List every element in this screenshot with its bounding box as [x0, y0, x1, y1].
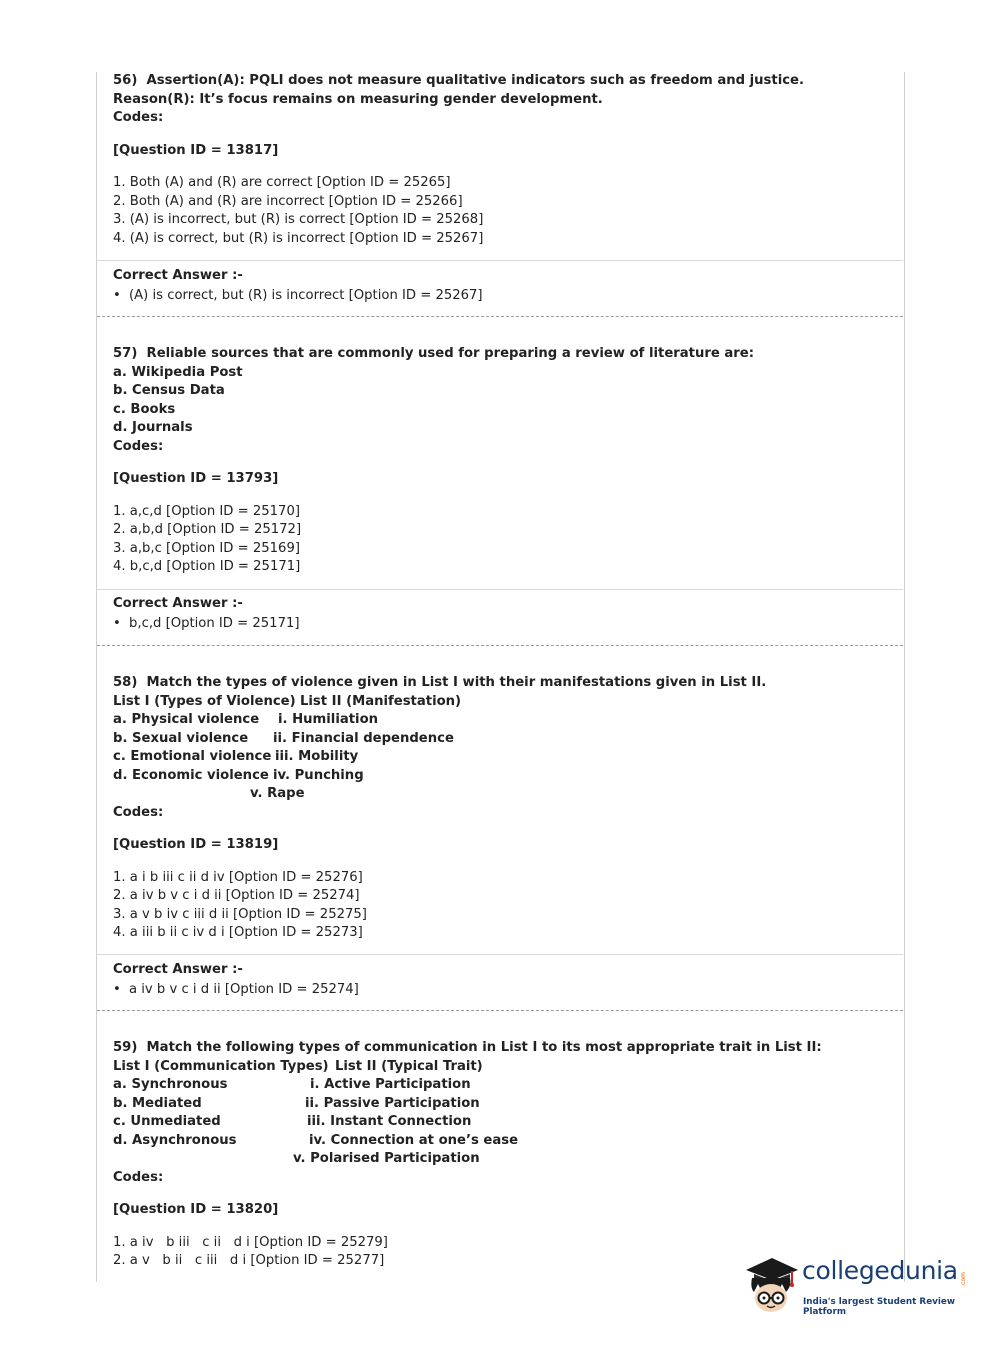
- q56-correct-answer: [113, 266, 893, 306]
- q57-item-c: c. Books: [113, 401, 176, 417]
- q57-correct-answer: [113, 594, 893, 634]
- question-57: [113, 345, 893, 577]
- q58-line1: 58) Match the types of violence given in List I with their manifestations given in List II.: [113, 675, 767, 690]
- q59-list2-iv: iv. Connection at one’s ease: [309, 1132, 519, 1148]
- q57-correct-title: Correct Answer :-: [113, 596, 243, 611]
- question-56: [113, 72, 893, 248]
- q57-option-4: 4. b,c,d [Option ID = 25171]: [113, 559, 301, 574]
- q59-list2-i: i. Active Participation: [310, 1077, 471, 1092]
- q57-item-d: d. Journals: [113, 420, 193, 435]
- logo-suffix: .com: [960, 1272, 967, 1287]
- q58-list1-b: b. Sexual violence: [113, 730, 249, 746]
- q58-answer-separator: [97, 954, 903, 955]
- q58-list2-ii: ii. Financial dependence: [273, 730, 454, 746]
- q59-list1-b: b. Mediated: [113, 1095, 202, 1111]
- logo-name: collegedunia: [802, 1256, 958, 1285]
- q57-option-3: 3. a,b,c [Option ID = 25169]: [113, 540, 300, 556]
- q57-correct-text: b,c,d [Option ID = 25171]: [129, 616, 300, 631]
- q59-question-id: [Question ID = 13820]: [113, 1202, 279, 1217]
- q58-divider: [97, 1010, 903, 1011]
- q58-list1-d: d. Economic violence: [113, 767, 269, 783]
- q59-list1-d: d. Asynchronous: [113, 1132, 237, 1148]
- q58-option-4: 4. a iii b ii c iv d i [Option ID = 25273]: [113, 925, 363, 940]
- bullet-icon: •: [113, 982, 121, 997]
- q59-list1-a: a. Synchronous: [113, 1077, 228, 1092]
- q57-correct-item: [113, 614, 893, 634]
- q59-list2-v: v. Polarised Participation: [293, 1151, 480, 1166]
- q58-codes: Codes:: [113, 804, 164, 820]
- q58-correct-answer: [113, 960, 893, 1000]
- q58-list2-head: List II (Manifestation): [300, 693, 462, 709]
- q57-question-id: [Question ID = 13793]: [113, 471, 279, 486]
- q56-correct-title: Correct Answer :-: [113, 268, 243, 283]
- q56-correct-item: [113, 286, 893, 306]
- bullet-icon: •: [113, 288, 121, 303]
- q59-list2-head: List II (Typical Trait): [335, 1058, 483, 1074]
- q56-codes: Codes:: [113, 110, 164, 125]
- q59-list1-c: c. Unmediated: [113, 1114, 221, 1129]
- q58-list1-head: List I (Types of Violence): [113, 693, 296, 709]
- q56-option-2: 2. Both (A) and (R) are incorrect [Option ID = 25266]: [113, 193, 463, 209]
- q57-line1: 57) Reliable sources that are commonly used for preparing a review of literature are:: [113, 346, 755, 361]
- q56-question-id: [Question ID = 13817]: [113, 142, 279, 158]
- q59-codes: Codes:: [113, 1169, 164, 1185]
- q57-option-2: 2. a,b,d [Option ID = 25172]: [113, 522, 302, 537]
- q58-option-1: 1. a i b iii c ii d iv [Option ID = 25276]: [113, 869, 363, 885]
- q58-correct-text: a iv b v c i d ii [Option ID = 25274]: [129, 982, 359, 997]
- q56-option-3: 3. (A) is incorrect, but (R) is correct [Option ID = 25268]: [113, 212, 484, 227]
- q59-option-1: 1. a iv b iii c ii d i [Option ID = 25279]: [113, 1234, 388, 1250]
- q57-item-b: b. Census Data: [113, 383, 225, 398]
- q58-list2-iii: iii. Mobility: [275, 749, 359, 764]
- question-59: [113, 1039, 893, 1271]
- bullet-icon: •: [113, 616, 121, 631]
- q58-option-2: 2. a iv b v c i d ii [Option ID = 25274]: [113, 888, 360, 903]
- q56-answer-separator: [97, 260, 903, 261]
- q58-question-id: [Question ID = 13819]: [113, 837, 279, 852]
- q58-correct-item: [113, 980, 893, 1000]
- q57-answer-separator: [97, 589, 903, 590]
- q59-list2-iii: iii. Instant Connection: [307, 1114, 472, 1129]
- logo-tagline: India's largest Student Review Platform: [803, 1297, 956, 1317]
- q56-line1: 56) Assertion(A): PQLI does not measure qualitative indicators such as freedom and justice.: [113, 73, 805, 88]
- q58-correct-title: Correct Answer :-: [113, 962, 243, 977]
- q56-divider: [97, 316, 903, 317]
- q57-codes: Codes:: [113, 438, 164, 454]
- q59-option-2: 2. a v b ii c iii d i [Option ID = 25277]: [113, 1253, 385, 1268]
- q58-list2-v: v. Rape: [250, 786, 305, 801]
- q57-divider: [97, 645, 903, 646]
- q58-list1-c: c. Emotional violence: [113, 749, 272, 764]
- question-58: [113, 674, 893, 943]
- q57-option-1: 1. a,c,d [Option ID = 25170]: [113, 503, 300, 519]
- q56-option-1: 1. Both (A) and (R) are correct [Option ID = 25265]: [113, 175, 451, 190]
- q59-list1-head: List I (Communication Types): [113, 1058, 329, 1074]
- q56-line2: Reason(R): It’s focus remains on measuring gender development.: [113, 91, 603, 107]
- q59-line1: 59) Match the following types of communication in List I to its most appropriate trait in List II:: [113, 1040, 822, 1055]
- q56-correct-text: (A) is correct, but (R) is incorrect [Option ID = 25267]: [129, 288, 483, 303]
- q58-option-3: 3. a v b iv c iii d ii [Option ID = 25275]: [113, 906, 367, 922]
- q56-option-4: 4. (A) is correct, but (R) is incorrect [Option ID = 25267]: [113, 230, 484, 246]
- q58-list2-i: i. Humiliation: [278, 712, 379, 727]
- q58-list2-iv: iv. Punching: [273, 767, 364, 783]
- q57-item-a: a. Wikipedia Post: [113, 364, 243, 380]
- q58-list1-a: a. Physical violence: [113, 712, 260, 727]
- collegedunia-logo: [740, 1248, 980, 1318]
- q59-list2-ii: ii. Passive Participation: [305, 1095, 480, 1111]
- mascot-icon: [740, 1248, 802, 1318]
